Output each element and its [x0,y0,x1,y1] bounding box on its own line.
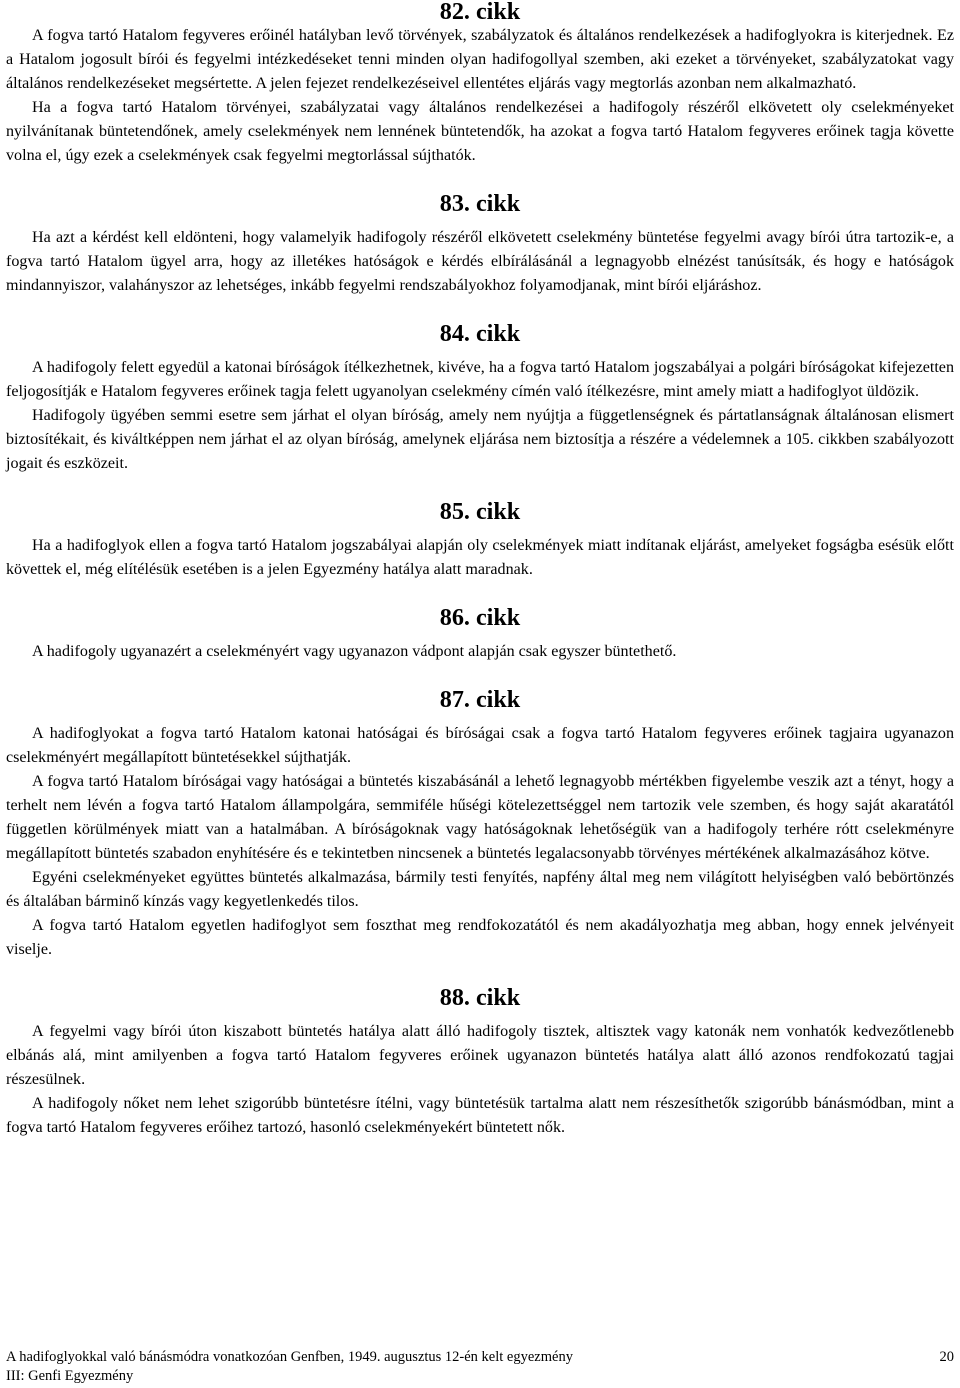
article-paragraph: A fogva tartó Hatalom egyetlen hadifoglyot sem foszthat meg rendfokozatától és nem akadályozhatja meg abban, hogy ennek jelvényeit viselje. [6,917,954,958]
article-heading: 83. cikk [439,190,521,217]
page-number: 20 [939,1349,954,1365]
article-paragraph: A hadifogoly ugyanazért a cselekményért vagy ugyanazon vádpont alapján csak egyszer büntethető. [32,643,677,660]
article-heading: 85. cikk [439,498,521,525]
article-paragraph: Ha a hadifoglyok ellen a fogva tartó Hatalom jogszabályai alapján oly cselekmények miatt indítanak eljárást, amelyeket fogságba esésük előtt követtek el, még elítélésük esetében is a jelen Egyezmény hatálya alatt maradnak. [6,537,954,578]
article-paragraph: Egyéni cselekményeket együttes büntetés alkalmazása, bármily testi fenyítés, napfény által meg nem világított helyiségben való bebörtönzés és általában bárminő kínzás vagy kegyetlenkedés tilos. [6,869,954,910]
article-paragraph: A fegyelmi vagy bírói úton kiszabott büntetés hatálya alatt álló hadifogoly tisztek, altisztek vagy katonák nem vonhatók kedvezőtlenebb elbánás alá, mint amilyenben a fogva tartó Hatalom fegyveres erőinek ugyanazon büntetés hatálya alatt álló azonos rendfokozatú tagjai részesülnek. [6,1023,954,1088]
article-paragraph: Ha azt a kérdést kell eldönteni, hogy valamelyik hadifogoly részéről elkövetett cselekmény büntetése fegyelmi avagy bírói útra tartozik-e, a fogva tartó Hatalom ügyel arra, hogy az illetékes hatóságok e kérdés elbírálásánál a legnagyobb elnézést tanúsítsák, és hogy e hatóságok mindannyiszor, valahányszor az lehetséges, inkább fegyelmi rendszabályokhoz folyamodjanak, mint bírói eljáráshoz. [6,229,954,294]
article-heading: 88. cikk [439,984,521,1011]
article-paragraph: Hadifogoly ügyében semmi esetre sem járhat el olyan bíróság, amely nem nyújtja a függetlenségnek és pártatlanságnak általánosan elismert biztosítékait, és kiváltképpen nem járhat el az olyan bíróság, amelynek eljárása nem biztosítja a részére a védelemnek a 105. cikkben szabályozott jogait és eszközeit. [6,407,954,472]
footer-title: A hadifoglyokkal való bánásmódra vonatkozóan Genfben, 1949. augusztus 12-én kelt egyezmény [6,1349,573,1365]
article-heading: 82. cikk [439,0,521,25]
document-page [6,0,954,1140]
article-paragraph: Ha a fogva tartó Hatalom törvényei, szabályzatai vagy általános rendelkezései a hadifogoly részéről elkövetett oly cselekményeket nyilvánítanak büntetendőnek, amely cselekmények nem lennének büntetendők, ha azokat a fogva tartó Hatalom fegyveres erőinek tagja követte volna el, úgy ezek a cselekmények csak fegyelmi megtorlással sújthatók. [6,99,954,164]
article-heading: 87. cikk [439,686,521,713]
article-heading: 86. cikk [439,604,521,631]
article-paragraph: A hadifoglyokat a fogva tartó Hatalom katonai hatóságai és bíróságai csak a fogva tartó Hatalom fegyveres erőinek tagjaira ugyanazon cselekményért megállapított büntetésekkel sújthatják. [6,725,954,766]
article-paragraph: A fogva tartó Hatalom bíróságai vagy hatóságai a büntetés kiszabásánál a lehető legnagyobb mértékben figyelembe veszik azt a tényt, hogy a terhelt nem lévén a fogva tartó Hatalom állampolgára, semmiféle hűségi kötelezettséggel nem tartozik vele szemben, és hogy saját akaratától független körülmények miatt van a hatalmában. A bíróságoknak vagy hatóságoknak lehetőségük van a hadifogoly terhére rótt cselekményre megállapított büntetés szabadon enyhítésére és e tekintetben nincsenek a büntetés legalacsonyabb törvényes mértékének alkalmazásához kötve. [6,773,954,862]
footer-subtitle: III: Genfi Egyezmény [6,1368,134,1384]
article-paragraph: A hadifogoly nőket nem lehet szigorúbb büntetésre ítélni, vagy büntetésük tartalma alatt nem részesíthetők szigorúbb bánásmódban, mint a fogva tartó Hatalom fegyveres erőihez tartozó, hasonló cselekményekért büntetett nők. [6,1095,954,1136]
page-footer [6,1348,954,1386]
article-heading: 84. cikk [439,320,521,347]
article-paragraph: A fogva tartó Hatalom fegyveres erőinél hatályban levő törvények, szabályzatok és általános rendelkezések a hadifoglyokra is kiterjednek. Ez a Hatalom jogosult bírói és fegyelmi intézkedéseket tenni minden olyan hadifogollyal szemben, aki ezeket a törvényeket, szabályzatokat vagy általános rendelkezéseket megsértette. A jelen fejezet rendelkezéseivel ellentétes eljárás vagy megtorlás azonban nem alkalmazható. [6,27,954,92]
article-paragraph: A hadifogoly felett egyedül a katonai bíróságok ítélkezhetnek, kivéve, ha a fogva tartó Hatalom jogszabályai a polgári bíróságokat kifejezetten feljogosítják e Hatalom fegyveres erőinek tagja felett ugyanolyan cselekmény címén való ítélkezésre, mint amely miatt a hadifoglyot üldözik. [6,359,954,400]
